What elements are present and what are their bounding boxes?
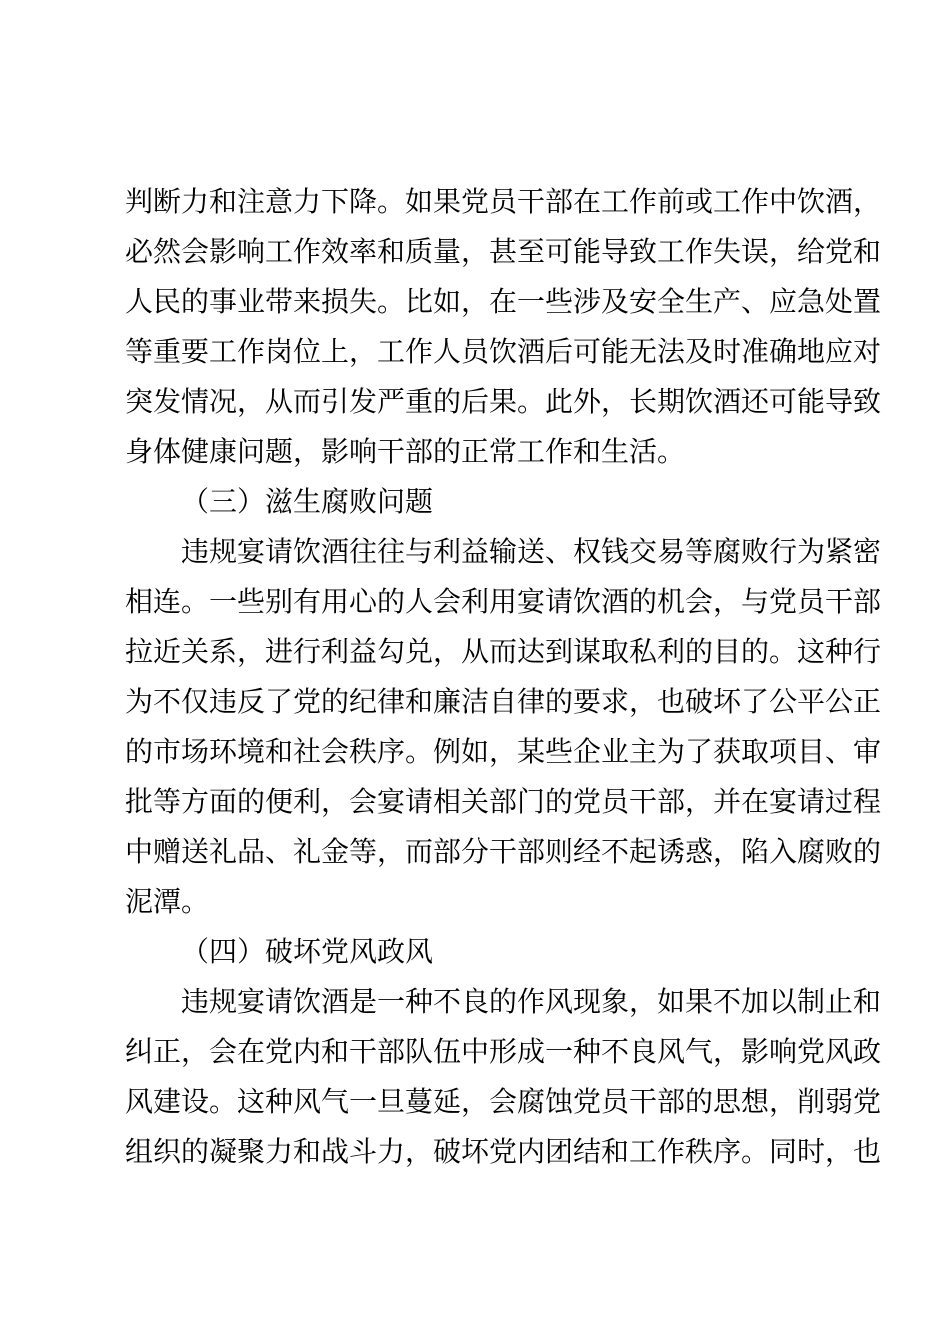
section-heading-3: （三）滋生腐败问题 [181, 486, 434, 517]
body-text-line: 人民的事业带来损失。比如，在一些涉及安全生产、应急处置 [125, 286, 882, 317]
body-text-line: 中赠送礼品、礼金等，而部分干部则经不起诱惑，陷入腐败的 [125, 836, 882, 867]
body-text-line: 为不仅违反了党的纪律和廉洁自律的要求，也破坏了公平公正 [125, 686, 882, 717]
body-text-line: 相连。一些别有用心的人会利用宴请饮酒的机会，与党员干部 [125, 586, 882, 617]
body-text-line: 判断力和注意力下降。如果党员干部在工作前或工作中饮酒， [125, 186, 882, 217]
body-text-line: 等重要工作岗位上，工作人员饮酒后可能无法及时准确地应对 [125, 336, 882, 367]
body-text-line: 纠正，会在党内和干部队伍中形成一种不良风气，影响党风政 [125, 1036, 882, 1067]
body-text-line: 必然会影响工作效率和质量，甚至可能导致工作失误，给党和 [125, 236, 882, 267]
body-text-line: 身体健康问题，影响干部的正常工作和生活。 [125, 436, 686, 467]
body-text-line: 泥潭。 [125, 886, 210, 917]
body-text-line: 组织的凝聚力和战斗力，破坏党内团结和工作秩序。同时，也 [125, 1136, 882, 1167]
body-text-line: 的市场环境和社会秩序。例如，某些企业主为了获取项目、审 [125, 736, 882, 767]
body-text-line: 拉近关系，进行利益勾兑，从而达到谋取私利的目的。这种行 [125, 636, 882, 667]
body-text-line: 批等方面的便利，会宴请相关部门的党员干部，并在宴请过程 [125, 786, 882, 817]
body-text-line: 突发情况，从而引发严重的后果。此外，长期饮酒还可能导致 [125, 386, 882, 417]
body-text-line: 风建设。这种风气一旦蔓延，会腐蚀党员干部的思想，削弱党 [125, 1086, 882, 1117]
section-heading-4: （四）破坏党风政风 [181, 936, 434, 967]
body-text-line: 违规宴请饮酒是一种不良的作风现象，如果不加以制止和 [181, 986, 882, 1017]
body-text-line: 违规宴请饮酒往往与利益输送、权钱交易等腐败行为紧密 [181, 536, 882, 567]
